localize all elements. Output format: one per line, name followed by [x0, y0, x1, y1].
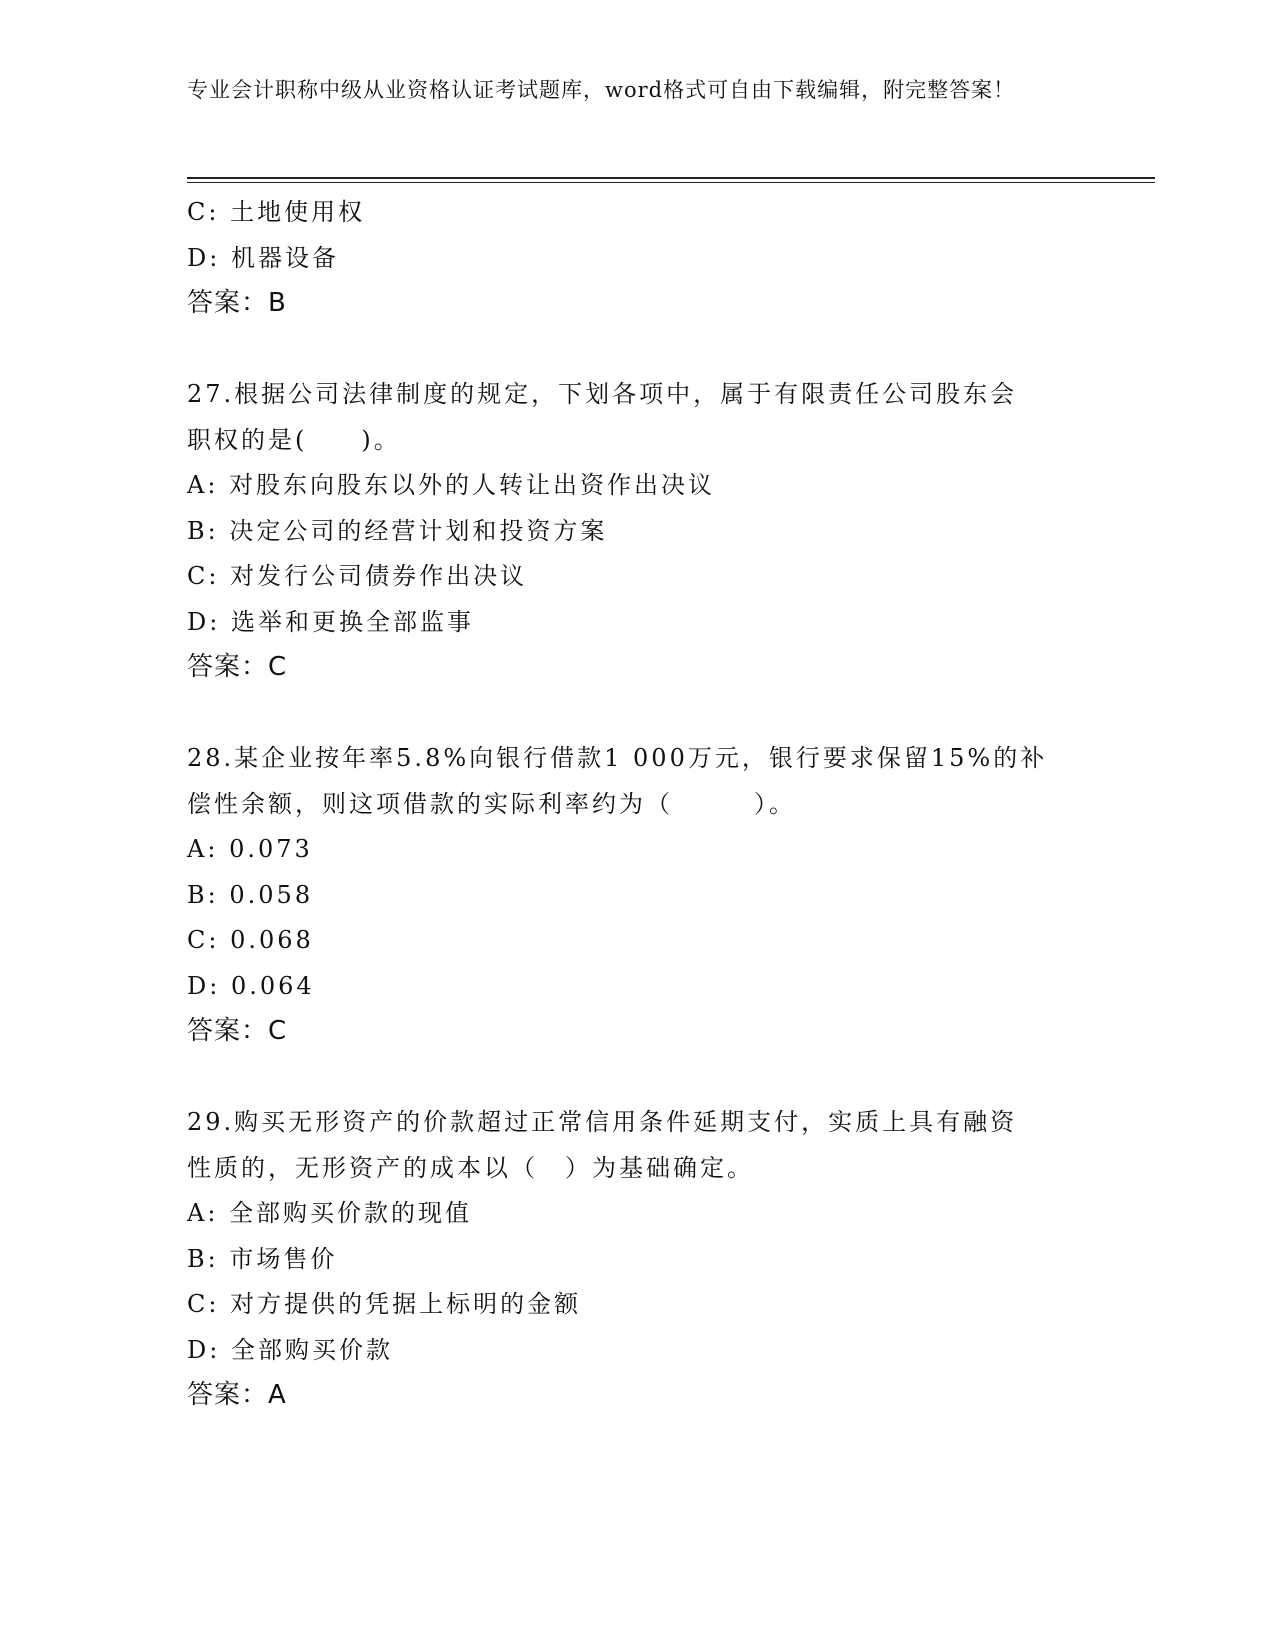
question-stem: 29.购买无形资产的价款超过正常信用条件延期支付，实质上具有融资 — [187, 1108, 1018, 1136]
header-divider — [187, 177, 1155, 179]
option-b: B: 决定公司的经营计划和投资方案 — [187, 516, 608, 545]
answer: 答案：C — [187, 652, 288, 682]
option-a: A: 对股东向股东以外的人转让出资作出决议 — [187, 471, 716, 499]
document-body — [187, 190, 1087, 1419]
option-d: D: 选举和更换全部监事 — [187, 607, 474, 636]
option-c: C: 对方提供的凭据上标明的金额 — [187, 1290, 582, 1318]
question-26-tail — [187, 190, 1087, 327]
question-28 — [187, 736, 1087, 1055]
question-stem: 27.根据公司法律制度的规定，下划各项中，属于有限责任公司股东会 — [187, 380, 1018, 408]
option-c: C: 0.068 — [187, 926, 314, 954]
option-c: C: 土地使用权 — [187, 198, 366, 226]
question-29 — [187, 1100, 1087, 1419]
option-c: C: 对发行公司债券作出决议 — [187, 562, 528, 590]
question-stem: 职权的是( )。 — [187, 425, 401, 454]
answer: 答案：C — [187, 1016, 288, 1046]
option-d: D: 全部购买价款 — [187, 1335, 393, 1364]
option-a: A: 全部购买价款的现值 — [187, 1199, 473, 1227]
option-b: B: 0.058 — [187, 880, 314, 909]
question-stem: 性质的，无形资产的成本以（ ）为基础确定。 — [187, 1153, 754, 1182]
option-b: B: 市场售价 — [187, 1244, 338, 1273]
answer: 答案：A — [187, 1380, 287, 1410]
option-d: D: 机器设备 — [187, 243, 339, 272]
page-header: 专业会计职称中级从业资格认证考试题库，word格式可自由下载编辑，附完整答案！ — [187, 78, 1016, 102]
answer: 答案：B — [187, 288, 287, 318]
option-d: D: 0.064 — [187, 971, 315, 1000]
question-stem: 28.某企业按年率5.8%向银行借款1 000万元，银行要求保留15%的补 — [187, 744, 1048, 772]
question-stem: 偿性余额，则这项借款的实际利率约为（ ）。 — [187, 789, 796, 818]
option-a: A: 0.073 — [187, 835, 313, 863]
header-divider-thin — [187, 182, 1155, 183]
question-27 — [187, 372, 1087, 691]
